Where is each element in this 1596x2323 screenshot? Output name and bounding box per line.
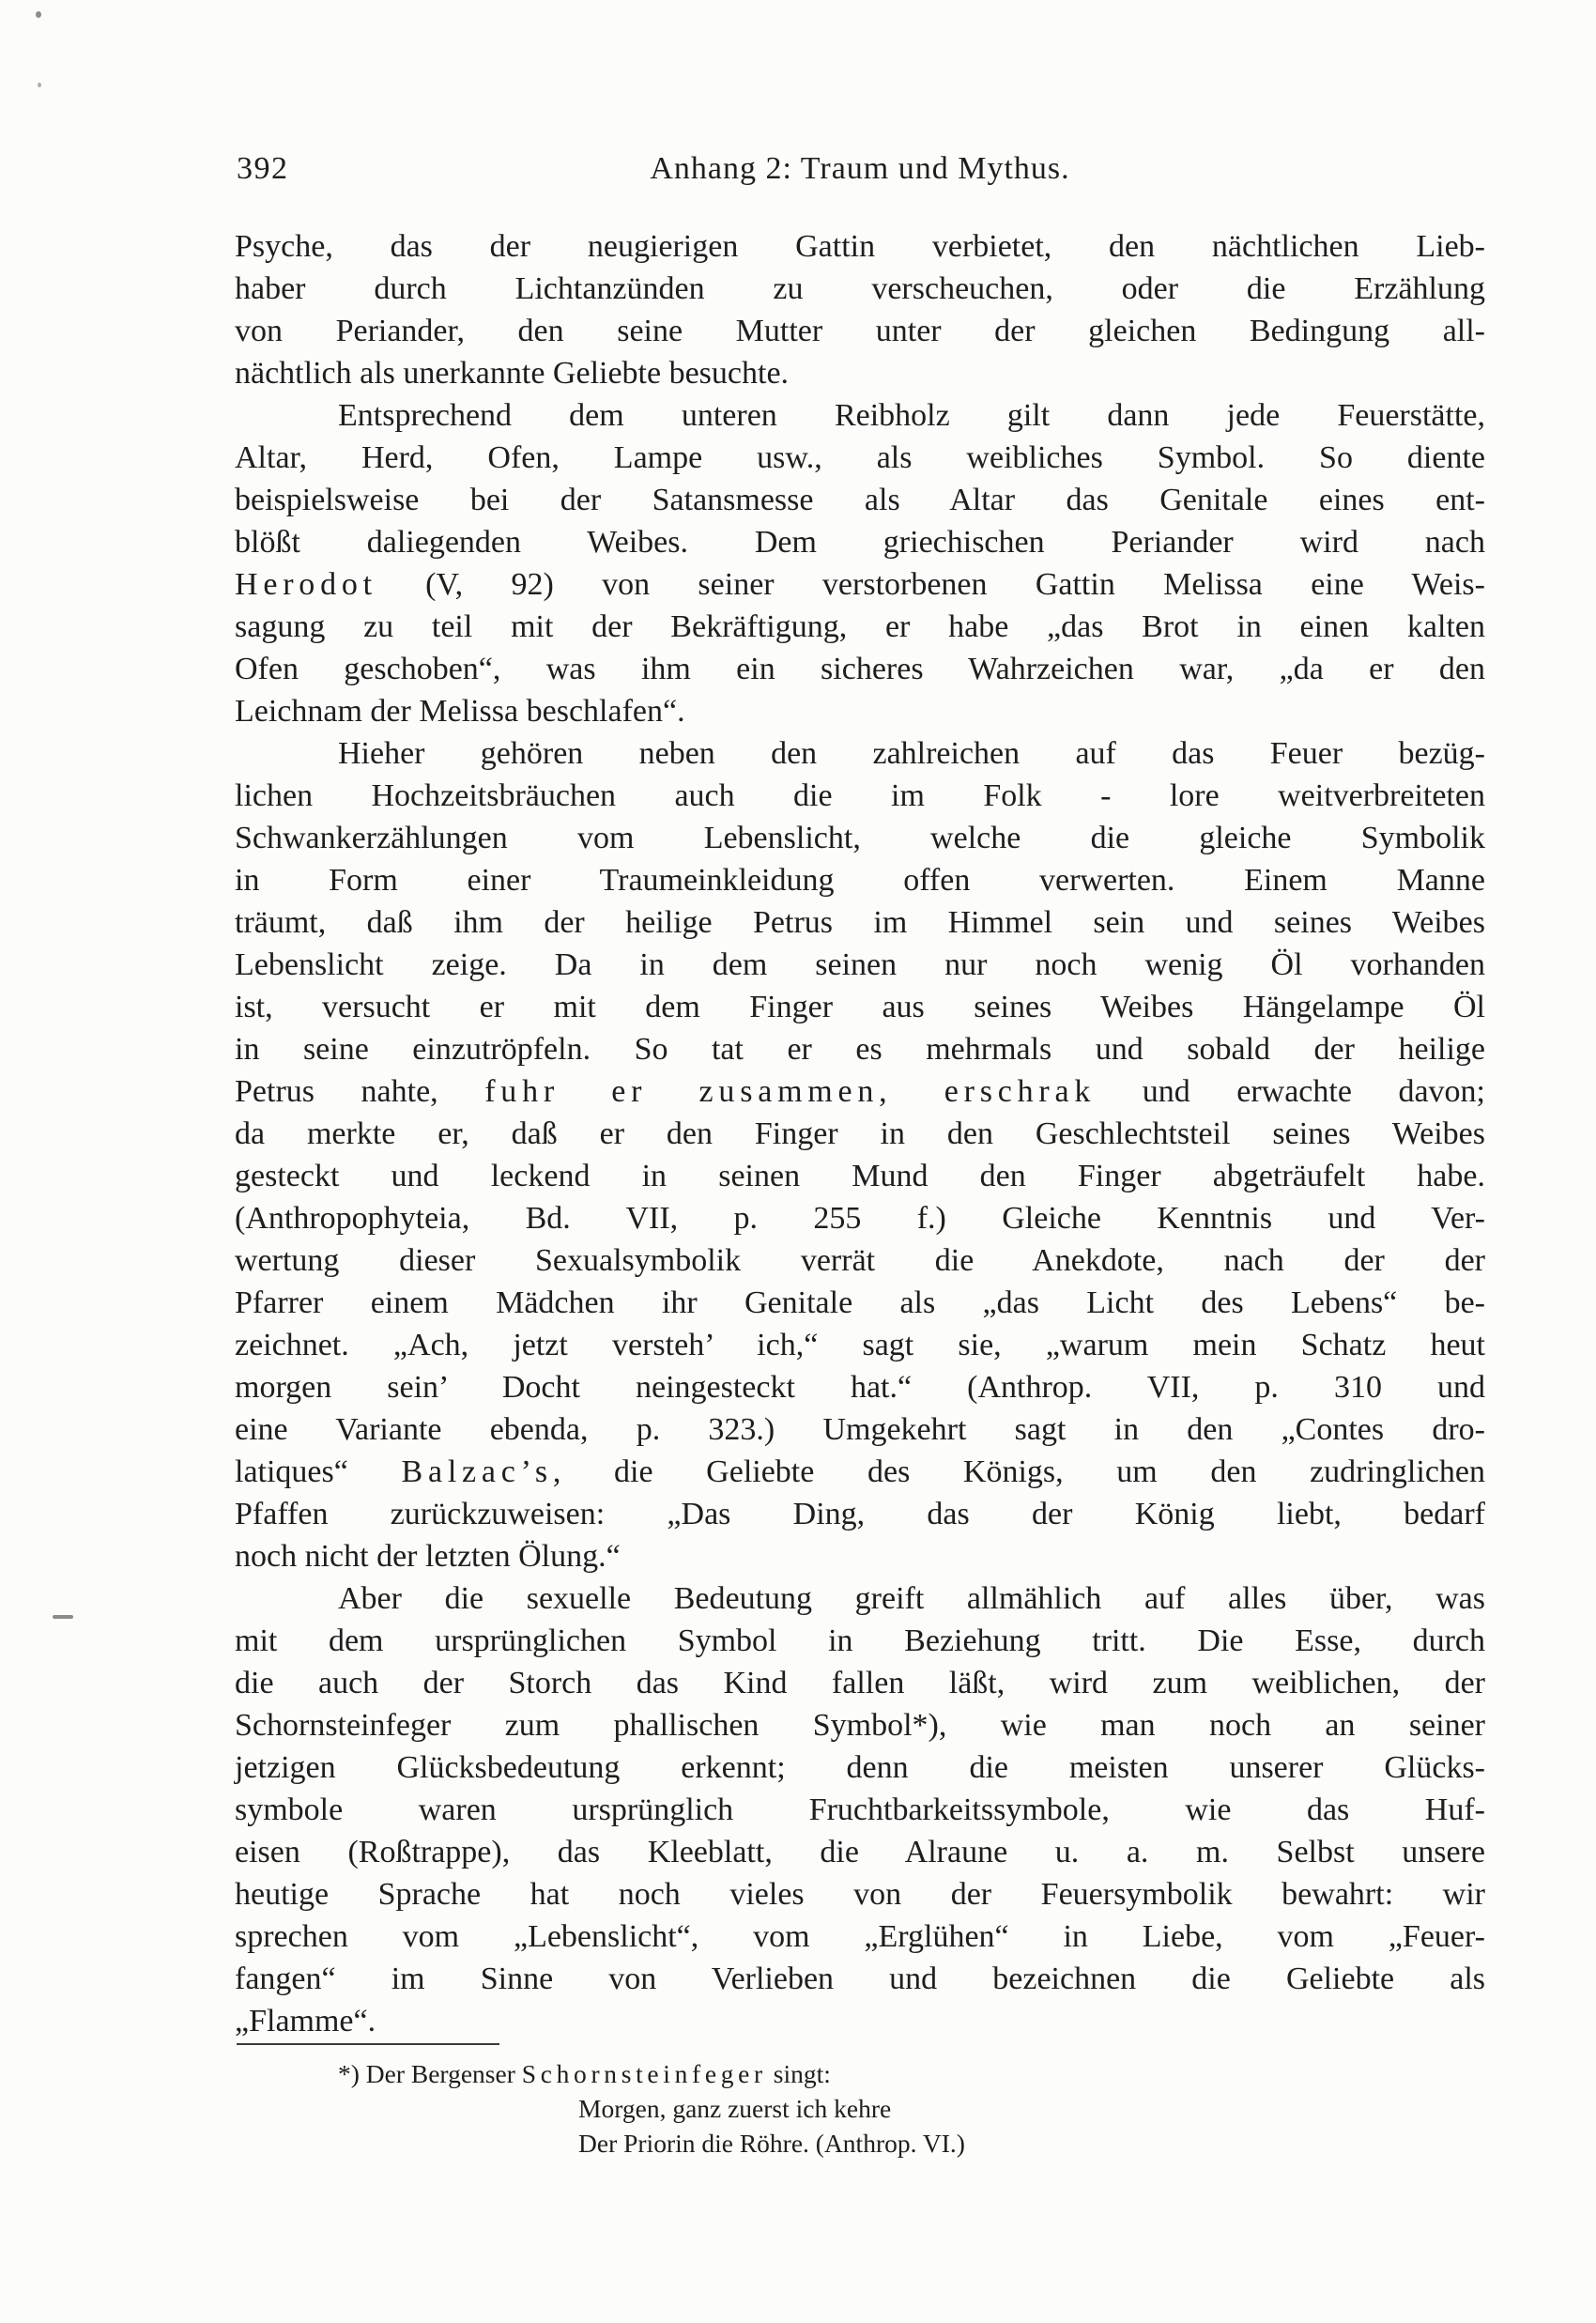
text-line: da merkte er, daß er den Finger in den Geschlechtsteil seines Weibes [235, 1116, 1485, 1151]
text-line: Entsprechend dem unteren Reibholz gilt dann jede Feuerstätte, [338, 398, 1485, 433]
text-line: beispielsweise bei der Satansmesse als Altar das Genitale eines ent- [235, 483, 1485, 517]
line-segment: latiques“ [235, 1454, 402, 1489]
footnote-rule [237, 2043, 499, 2045]
text-line: Hieher gehören neben den zahlreichen auf das Feuer bezüg- [338, 736, 1485, 771]
paragraph-2 [235, 394, 1485, 732]
scan-mark [53, 1615, 73, 1619]
text-line: jetzigen Glücksbedeutung erkennt; denn die meisten unserer Glücks- [235, 1750, 1485, 1785]
text-line: ist, versucht er mit dem Finger aus seines Weibes Hängelampe Öl [235, 990, 1485, 1024]
spaced-name: Herodot [235, 567, 377, 602]
page-number: 392 [237, 151, 289, 186]
line-segment: Petrus nahte, [235, 1074, 485, 1109]
scan-speck [36, 11, 41, 18]
footnote-intro-line [235, 2056, 1485, 2091]
text-line: Schwankerzählungen vom Lebenslicht, welche die gleiche Symbolik [235, 821, 1485, 855]
spaced-phrase: fuhr er zusammen, erschrak [484, 1074, 1097, 1109]
paragraph-3 [235, 732, 1485, 1577]
line-segment: (V, 92) von seiner verstorbenen Gattin Melissa eine Weis- [376, 567, 1485, 602]
text-line: von Periander, den seine Mutter unter der gleichen Bedingung all- [235, 314, 1485, 348]
running-title: Anhang 2: Traum und Mythus. [650, 151, 1070, 186]
text-line: Schornsteinfeger zum phallischen Symbol*), wie man noch an seiner [235, 1708, 1485, 1743]
text-line: Pfarrer einem Mädchen ihr Genitale als „das Licht des Lebens“ be- [235, 1285, 1485, 1320]
text-line: sagung zu teil mit der Bekräftigung, er habe „das Brot in einen kalten [235, 609, 1485, 644]
text-line: fangen“ im Sinne von Verlieben und bezeichnen die Geliebte als [235, 1961, 1485, 1996]
line-segment: singt: [766, 2059, 831, 2088]
text-line: „Flamme“. [235, 2004, 376, 2038]
line-segment: , die Geliebte des Königs, um den zudringlichen [552, 1454, 1486, 1489]
text-line: die auch der Storch das Kind fallen läßt, wird zum weiblichen, der [235, 1666, 1485, 1700]
text-line: morgen sein’ Docht neingesteckt hat.“ (Anthrop. VII, p. 310 und [235, 1370, 1485, 1405]
line-segment: und erwachte davon; [1096, 1074, 1485, 1109]
paragraph-1 [235, 225, 1485, 394]
footnote-verse-line: Der Priorin die Röhre. (Anthrop. VI.) [578, 2129, 965, 2158]
text-line: in seine einzutröpfeln. So tat er es mehrmals und sobald der heilige [235, 1032, 1485, 1067]
text-line: träumt, daß ihm der heilige Petrus im Himmel sein und seines Weibes [235, 905, 1485, 940]
page-header [235, 148, 1485, 190]
text-line: eisen (Roßtrappe), das Kleeblatt, die Alraune u. a. m. Selbst unsere [235, 1835, 1485, 1869]
paragraph-4 [235, 1577, 1485, 2042]
spaced-name: Balzac’s [401, 1454, 553, 1489]
text-line: noch nicht der letzten Ölung.“ [235, 1539, 621, 1574]
text-line [235, 1451, 1485, 1493]
text-line: (Anthropophyteia, Bd. VII, p. 255 f.) Gleiche Kenntnis und Ver- [235, 1201, 1485, 1236]
text-line: symbole waren ursprünglich Fruchtbarkeitssymbole, wie das Huf- [235, 1792, 1485, 1827]
footnote-marker: *) Der Bergenser [338, 2059, 522, 2088]
text-line: lichen Hochzeitsbräuchen auch die im Folk - lore weitverbreiteten [235, 778, 1485, 813]
main-text [235, 225, 1485, 2042]
footnote [235, 2043, 1485, 2161]
spaced-word: Schornsteinfeger [521, 2059, 767, 2088]
text-line: blößt daliegenden Weibes. Dem griechischen Periander wird nach [235, 525, 1485, 560]
text-line: eine Variante ebenda, p. 323.) Umgekehrt sagt in den „Contes dro- [235, 1412, 1485, 1447]
text-line: wertung dieser Sexualsymbolik verrät die Anekdote, nach der der [235, 1243, 1485, 1278]
text-line: Aber die sexuelle Bedeutung greift allmählich auf alles über, was [338, 1581, 1485, 1616]
text-line: Pfaffen zurückzuweisen: „Das Ding, das der König liebt, bedarf [235, 1497, 1485, 1531]
text-line: nächtlich als unerkannte Geliebte besuchte. [235, 356, 790, 391]
text-line: in Form einer Traumeinkleidung offen verwerten. Einem Manne [235, 863, 1485, 898]
text-line: zeichnet. „Ach, jetzt versteh’ ich,“ sagt sie, „warum mein Schatz heut [235, 1328, 1485, 1362]
text-line: sprechen vom „Lebenslicht“, vom „Erglühen“ in Liebe, vom „Feuer- [235, 1919, 1485, 1954]
text-line [235, 1070, 1485, 1113]
text-line: mit dem ursprünglichen Symbol in Beziehung tritt. Die Esse, durch [235, 1623, 1485, 1658]
text-line: heutige Sprache hat noch vieles von der Feuersymbolik bewahrt: wir [235, 1877, 1485, 1912]
text-line: Ofen geschoben“, was ihm ein sicheres Wahrzeichen war, „da er den [235, 652, 1485, 686]
text-line: gesteckt und leckend in seinen Mund den Finger abgeträufelt habe. [235, 1159, 1485, 1193]
text-line: Psyche, das der neugierigen Gattin verbietet, den nächtlichen Lieb- [235, 229, 1485, 264]
text-line: Lebenslicht zeige. Da in dem seinen nur noch wenig Öl vorhanden [235, 947, 1485, 982]
text-line [235, 563, 1485, 606]
text-line: Altar, Herd, Ofen, Lampe usw., als weibliches Symbol. So diente [235, 440, 1485, 475]
text-line: Leichnam der Melissa beschlafen“. [235, 694, 685, 729]
footnote-verse-line: Morgen, ganz zuerst ich kehre [578, 2094, 892, 2123]
scan-speck [38, 83, 41, 87]
text-line: haber durch Lichtanzünden zu verscheuchen, oder die Erzählung [235, 271, 1485, 306]
